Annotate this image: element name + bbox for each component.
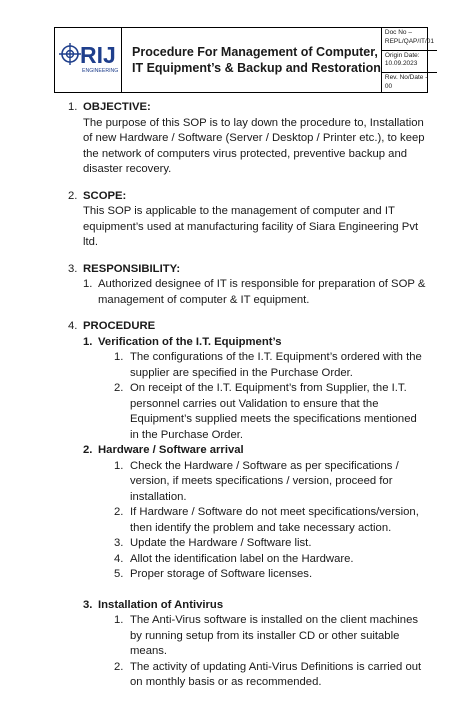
list-item-number: 3.: [114, 537, 124, 549]
list-item-text: If Hardware / Software do not meet specifications/version, then identify the problem and take necessary action.: [130, 506, 419, 534]
section-heading: OBJECTIVE:: [83, 101, 151, 113]
subsection-verification: [83, 335, 428, 444]
section-heading: SCOPE:: [83, 189, 127, 202]
doc-no-label: Doc No –: [384, 29, 412, 36]
subsection-heading: Verification of the I.T. Equipment’s: [98, 335, 282, 348]
subsection-hardware-software: [83, 443, 428, 583]
document-body: [68, 100, 428, 702]
subsection-list: [98, 350, 428, 443]
section-text: The purpose of this SOP is to lay down the procedure to, Installation of new Hardware / Software (Server / Desktop / Printer etc.), to keep the network of computers virus protected, preventive backup and disaster recovery.: [83, 116, 425, 175]
section-objective: [68, 100, 428, 178]
list-item-number: 1.: [114, 459, 124, 472]
list-item: [114, 350, 428, 381]
list-item-text: Proper storage of Software licenses.: [130, 568, 313, 580]
section-scope: [68, 189, 428, 251]
title-cell: [122, 28, 382, 92]
company-logo: [55, 28, 121, 92]
subsection-list: [98, 613, 428, 691]
subsection-antivirus: [83, 598, 428, 691]
subsection-number: 2.: [83, 444, 93, 456]
document-header: [54, 27, 435, 93]
list-item-number: 4.: [114, 552, 124, 565]
list-item: [114, 459, 428, 506]
list-item-number: 1.: [114, 351, 124, 363]
rev-label: Rev. No/Date - 00: [384, 74, 428, 90]
section-heading: RESPONSIBILITY:: [83, 262, 181, 275]
list-item-text: Check the Hardware / Software as per specifications / version, if meets specifications / version, proceed for installation.: [130, 459, 399, 503]
meta-cell: [382, 28, 437, 92]
list-item-number: 1.: [83, 278, 93, 290]
list-item: [114, 536, 428, 552]
list-item: [114, 567, 428, 583]
list-item: [114, 381, 428, 443]
origin-date-box: [382, 51, 437, 73]
subsection-heading: Hardware / Software arrival: [98, 444, 244, 456]
section-procedure: [68, 319, 428, 691]
list-item-number: 1.: [114, 614, 124, 626]
section-number: 4.: [68, 320, 78, 332]
list-item-text: Update the Hardware / Software list.: [130, 537, 312, 549]
logo-text: RIJ: [80, 42, 116, 68]
list-item-text: Allot the identification label on the Hardware.: [130, 552, 354, 565]
list-item-text: On receipt of the I.T. Equipment’s from Supplier, the I.T. personnel carries out Validation to ensure that the Equipment’s supplied meets the specifications mentioned in the Purchase Order.: [130, 382, 417, 441]
logo-cell: [55, 28, 122, 92]
section-number: 1.: [68, 101, 78, 113]
doc-no-value: REPL/QAP/IT/01: [384, 37, 435, 45]
origin-date-value: 10.09.2023: [384, 60, 418, 68]
subsection-number: 1.: [83, 335, 93, 348]
doc-no-box: [382, 28, 437, 51]
subsection-heading: Installation of Antivirus: [98, 598, 224, 611]
list-item-number: 2.: [114, 382, 124, 394]
subsection-list: [98, 459, 428, 583]
section-text: This SOP is applicable to the management of computer and IT equipment’s used at manufacturing facility of Siara Engineering Pvt ltd.: [83, 205, 419, 248]
list-item: [114, 613, 428, 660]
document-title-line2: IT Equipment’s & Backup and Restoration: [132, 61, 381, 75]
list-item-text: Authorized designee of IT is responsible for preparation of SOP & management of computer & IT equipment.: [98, 278, 426, 306]
list-item: [114, 660, 428, 691]
section-responsibility: [68, 262, 428, 309]
section-number: 2.: [68, 189, 78, 202]
list-item: [114, 505, 428, 536]
subsection-number: 3.: [83, 598, 93, 611]
origin-date-label: Origin Date:: [384, 51, 420, 59]
list-item: [114, 552, 428, 568]
list-item-text: The Anti-Virus software is installed on the client machines by running setup from its installer CD or other suitable means.: [130, 614, 419, 657]
list-item-number: 5.: [114, 568, 124, 580]
rev-box: [382, 73, 437, 92]
list-item-number: 2.: [114, 660, 124, 673]
section-heading: PROCEDURE: [83, 320, 156, 332]
list-item: [83, 277, 428, 308]
list-item-number: 2.: [114, 506, 124, 518]
list-item-text: The configurations of the I.T. Equipment’s ordered with the supplier are specified in the Purchase Order.: [130, 351, 422, 379]
logo-subtext: ENGINEERING: [82, 68, 119, 74]
section-number: 3.: [68, 262, 78, 275]
list-item-text: The activity of updating Anti-Virus Definitions is carried out on monthly basis or as recommended.: [130, 660, 422, 688]
document-title-line1: Procedure For Management of Computer,: [132, 45, 378, 59]
